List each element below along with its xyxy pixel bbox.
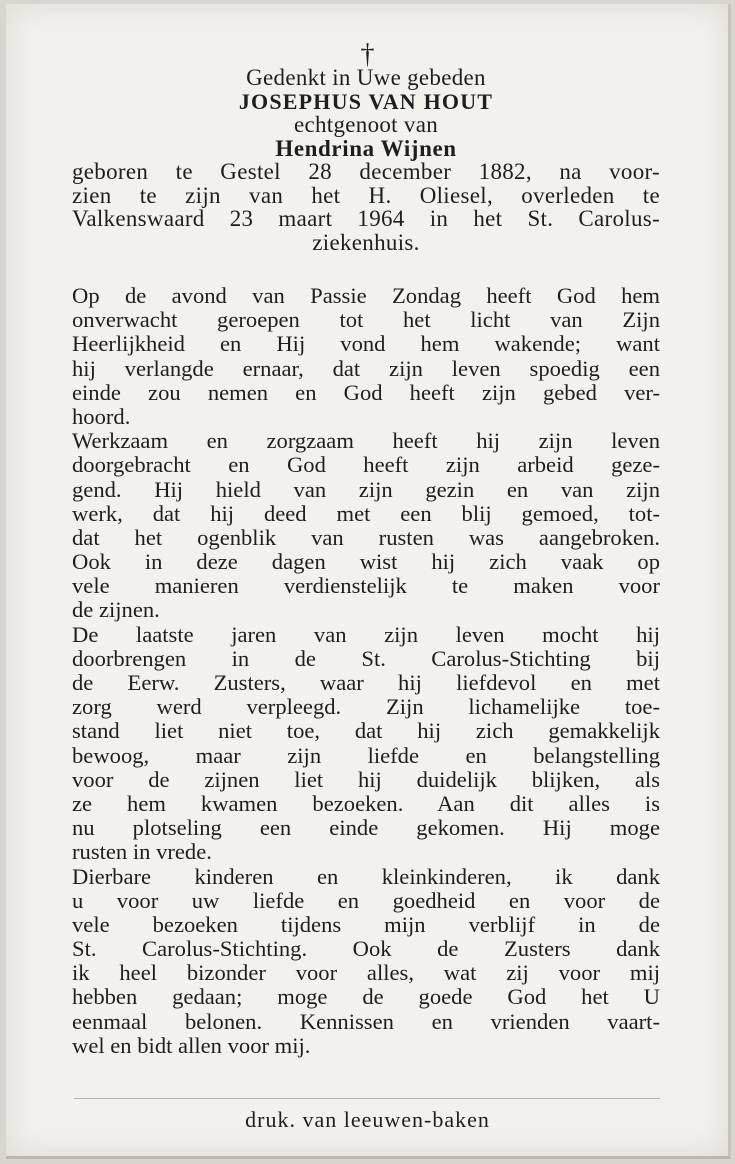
text-line: Dierbare kinderen en kleinkinderen, ik dank [72,863,660,889]
birth-last-line: ziekenhuis. [312,229,420,255]
birth-line: zien te zijn van het H. Oliesel, overleden te [72,182,660,208]
text-line: hij verlangde ernaar, dat zijn leven spoedig een [72,355,660,381]
text-line: Ook in deze dagen wist hij zich vaak op [72,549,660,575]
text-line: de Eerw. Zusters, waar hij liefdevol en met [72,670,660,695]
birth-death-details [72,160,660,231]
relation-text: echtgenoot van [293,112,439,137]
text-line: onverwacht geroepen tot het licht van Zijn [72,307,660,333]
text-line: de zijnen. [72,597,160,623]
text-line: vele manieren verdienstelijk te maken voor [72,573,660,599]
spouse-name: Hendrina Wijnen [275,135,457,161]
text-line: vele bezoeken tijdens mijn verblijf in de [72,911,660,937]
text-line: voor de zijnen liet hij duidelijk blijken, als [72,766,660,792]
text-line: Op de avond van Passie Zondag heeft God hem [72,283,660,308]
text-line: werk, dat hij deed met een blij gemoed, tot- [72,500,660,526]
text-line: Heerlijkheid en Hij vond hem wakende; want [72,331,660,357]
text-line: u voor uw liefde en goedheid en voor de [72,887,660,913]
text-line: bewoog, maar zijn liefde en belangstelling [72,742,660,768]
text-line: dat het ogenblik van rusten was aangebroken. [72,524,660,550]
deceased-name: JOSEPHUS VAN HOUT [238,88,494,114]
text-line: hoord. [72,403,131,429]
text-line: nu plotseling een einde gekomen. Hij moge [72,815,660,841]
prayer-request: Gedenkt in Uwe gebeden [246,65,486,90]
text-line: De laatste jaren van zijn leven mocht hij [72,621,660,647]
text-line: gend. Hij hield van zijn gezin en van zijn [72,476,660,502]
birth-line: geboren te Gestel 28 december 1882, na voor- [72,159,660,184]
text-line: ze hem kwamen bezoeken. Aan dit alles is [72,790,660,816]
text-line: stand liet niet toe, dat hij zich gemakkelijk [72,718,660,744]
text-line: doorgebracht en God heeft zijn arbeid geze- [72,452,660,478]
cross-icon: † [360,39,375,70]
printer-credit: druk. van leeuwen-baken [245,1107,490,1132]
text-line: eenmaal belonen. Kennissen en vrienden vaart- [72,1008,660,1034]
text-line: rusten in vrede. [72,839,212,865]
text-line: doorbrengen in de St. Carolus-Stichting bij [72,645,660,671]
text-line: zorg werd verpleegd. Zijn lichamelijke toe- [72,694,660,720]
memorial-text [72,284,660,1058]
footer-rule [74,1098,660,1099]
text-line: wel en bidt allen voor mij. [72,1032,311,1058]
text-line: einde zou nemen en God heeft zijn gebed ver- [72,379,660,405]
card-header [72,66,660,254]
birth-line: Valkenswaard 23 maart 1964 in het St. Carolus- [72,206,660,231]
text-line: ik heel bizonder voor alles, wat zij voor mij [72,960,660,986]
text-line: Werkzaam en zorgzaam heeft hij zijn leven [72,428,660,454]
text-line: St. Carolus-Stichting. Ook de Zusters dank [72,936,660,962]
text-line: hebben gedaan; moge de goede God het U [72,984,660,1010]
